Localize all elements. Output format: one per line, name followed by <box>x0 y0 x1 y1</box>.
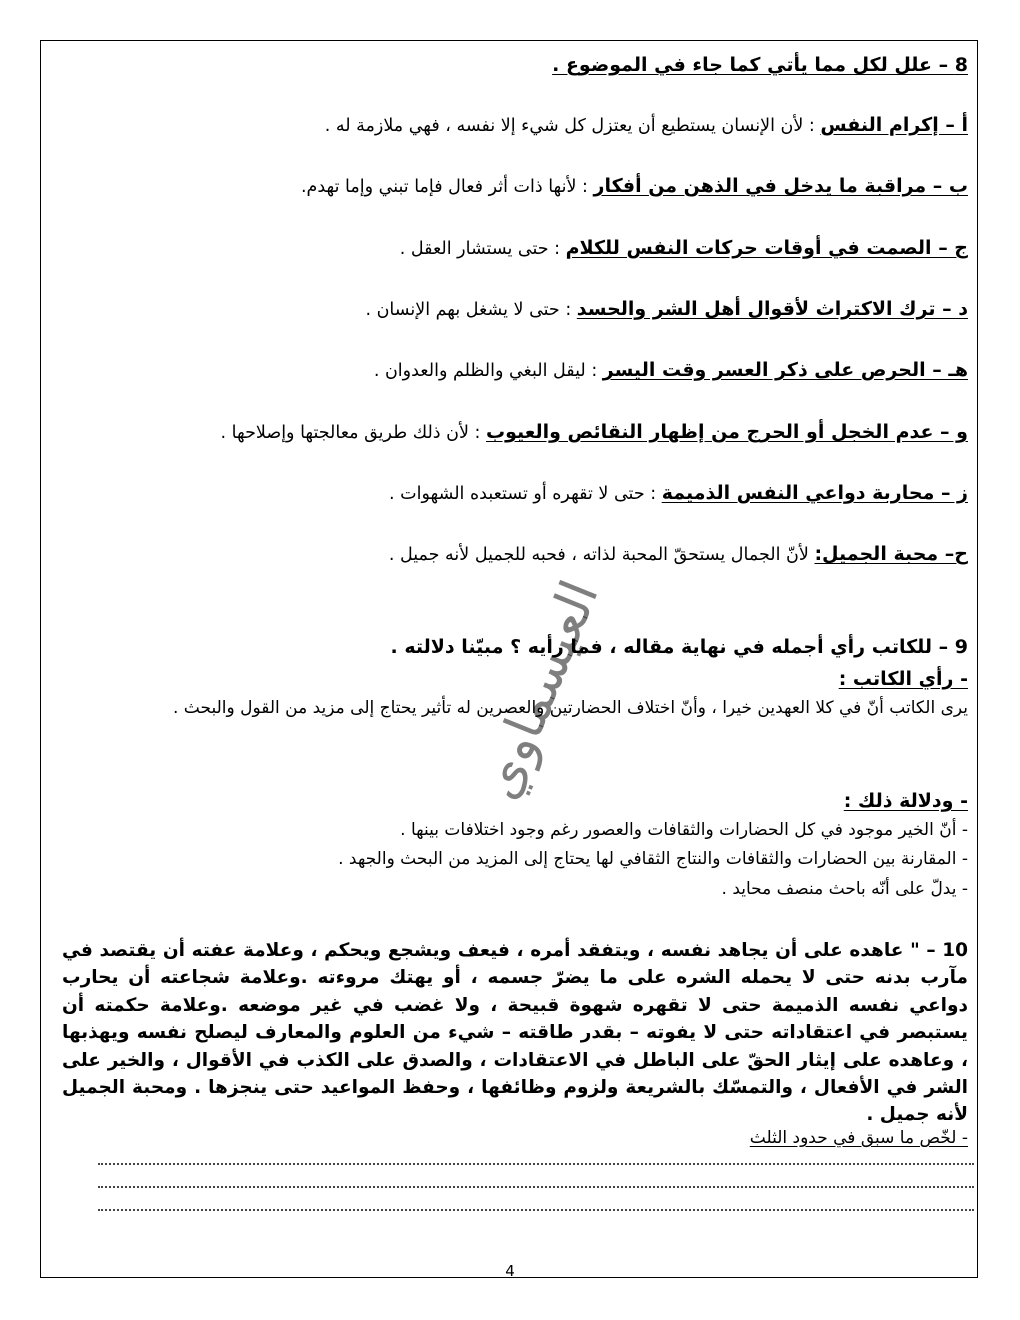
q8-item-b <box>301 173 968 200</box>
q8-item-e <box>374 357 968 384</box>
q8-item-label: و – عدم الخجل أو الحرج من إظهار النقائص والعيوب <box>486 421 968 443</box>
q8-item-text: لأنّ الجمال يستحقّ المحبة لذاته ، فحبه للجميل لأنه جميل . <box>388 545 809 565</box>
q8-item-text: لأنها ذات أثر فعال فإما تبني وإما تهدم. <box>300 177 577 197</box>
q8-item-sep: : <box>468 423 486 443</box>
answer-line[interactable] <box>98 1163 974 1165</box>
q8-item-c <box>400 235 968 262</box>
q8-item-g <box>389 480 968 507</box>
q8-item-sep: : <box>644 484 662 504</box>
q10-instruction: - لخّص ما سبق في حدود الثلث <box>749 1128 968 1148</box>
q8-item-label: ج – الصمت في أوقات حركات النفس للكلام <box>565 237 968 259</box>
q8-item-sep: : <box>576 177 594 197</box>
q9-meaning-item: - أنّ الخير موجود في كل الحضارات والثقافات والعصور رغم وجود اختلافات بينها . <box>400 820 968 840</box>
q8-item-text: حتى لا تقهره أو تستعبده الشهوات . <box>389 484 645 504</box>
q8-item-d <box>365 296 968 323</box>
q8-item-sep: : <box>548 239 566 259</box>
q8-item-label: ب – مراقبة ما يدخل في الذهن من أفكار <box>593 175 968 197</box>
q8-item-text: حتى لا يشغل بهم الإنسان . <box>365 300 560 320</box>
q8-item-label: د – ترك الاكتراث لأقوال أهل الشر والحسد <box>576 298 968 320</box>
q9-opinion-text: يرى الكاتب أنّ في كلا العهدين خيرا ، وأنّ اختلاف الحضارتين والعصرين له تأثير يحتاج إلى مزيد من القول والبحث . <box>173 698 968 718</box>
q8-item-label: ز – محاربة دواعي النفس الذميمة <box>661 482 968 504</box>
author-watermark: العيسماوي <box>469 572 611 808</box>
q8-item-h <box>389 541 968 568</box>
page-number: 4 <box>505 1262 515 1280</box>
q10-paragraph: 10 – " عاهده على أن يجاهد نفسه ، ويتفقد أمره ، فيعف ويشجع ويحكم ، وعلامة عفته أن يقتصد في مآرب بدنه حتى لا يحمله الشره على ما يضرّ جسمه ، أو يهتك مروءته .وعلامة شجاعته أن يحارب دواعي نفسه الذميمة حتى لا تقهره شهوة قبيحة ، ولا غضب في غير موضعه .وعلامة حكمته أن يستبصر في اعتقاداته حتى لا يفوته – بقدر طاقته – شيء من العلوم والمعارف ليصلح نفسه ويهذبها ، وعاهده على إيثار الحقّ على الباطل في الاعتقادات ، والصدق على الكذب في الأقوال ، والخير على الشر في الأفعال ، والتمسّك بالشريعة ولزوم وظائفها ، وحفظ المواعيد حتى ينجزها . ومحبة الجميل لأنه جميل . <box>62 940 968 1126</box>
q8-item-text: لأن الإنسان يستطيع أن يعتزل كل شيء إلا نفسه ، فهي ملازمة له . <box>324 116 804 136</box>
q9-opinion-heading: - رأي الكاتب : <box>838 668 968 690</box>
q8-item-label: ح– محبة الجميل: <box>814 543 968 565</box>
q8-item-sep: : <box>585 361 603 381</box>
q8-item-a <box>325 112 968 139</box>
q9-meaning-heading: - ودلالة ذلك : <box>843 790 968 812</box>
q8-item-label: هـ – الحرص على ذكر العسر وقت اليسر <box>602 359 968 381</box>
q8-title: 8 – علل لكل مما يأتي كما جاء في الموضوع . <box>552 54 968 76</box>
answer-line[interactable] <box>98 1186 974 1188</box>
q9-meaning-item: - المقارنة بين الحضارات والثقافات والنتاج الثقافي لها يحتاج إلى المزيد من البحث والجهد . <box>338 849 968 869</box>
q8-item-text: ليقل البغي والظلم والعدوان . <box>373 361 586 381</box>
q8-item-text: حتى يستشار العقل . <box>399 239 549 259</box>
q9-title: 9 – للكاتب رأي أجمله في نهاية مقاله ، فما رأيه ؟ مبيّنا دلالته . <box>390 636 968 658</box>
answer-line[interactable] <box>98 1209 974 1211</box>
q8-item-label: أ – إكرام النفس <box>820 114 968 136</box>
q8-item-text: لأن ذلك طريق معالجتها وإصلاحها . <box>220 423 469 443</box>
q8-item-f <box>221 419 968 446</box>
q8-item-sep: : <box>559 300 577 320</box>
q9-meaning-item: - يدلّ على أنّه باحث منصف محايد . <box>721 879 968 899</box>
q8-item-sep: : <box>803 116 821 136</box>
